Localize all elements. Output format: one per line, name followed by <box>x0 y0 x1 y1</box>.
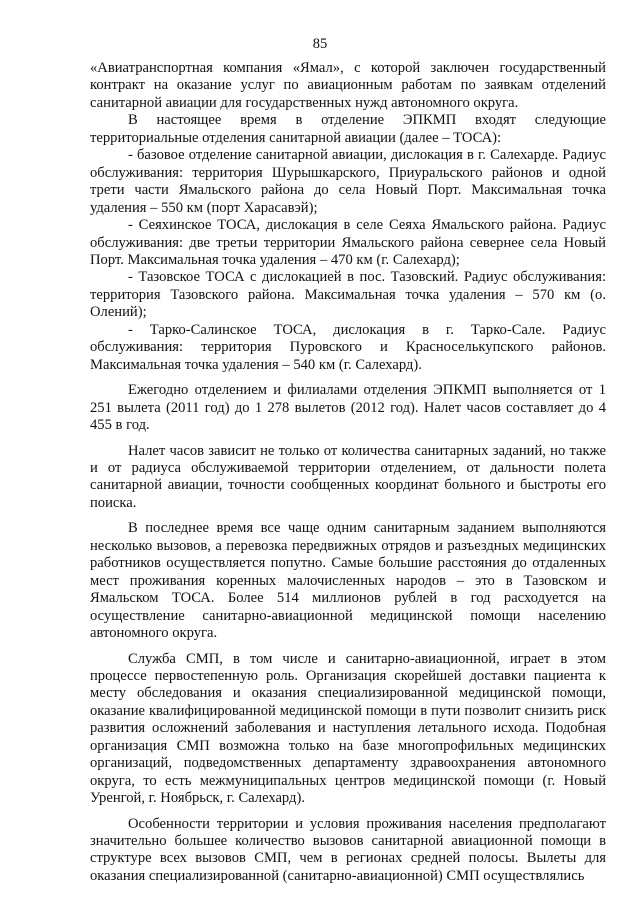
paragraph-flight-hours: Налет часов зависит не только от количества санитарных заданий, но также и от радиуса обслуживаемой территории отделением, от дальности полета санитарной авиации, точности сообщенных координат больного и быстроты его поиска. <box>90 442 606 511</box>
list-item-tazovsky: - Тазовское ТОСА с дислокацией в пос. Тазовский. Радиус обслуживания: территория Тазовского района. Максимальная точка удаления – 570 км (о. Олений); <box>90 269 606 321</box>
paragraph-recent: В последнее время все чаще одним санитарным заданием выполняются несколько вызовов, а перевозка передвижных отрядов и разъездных медицинских работников осуществляется попутно. Самые большие расстояния до отдаленных мест проживания коренных малочисленных народов – это в Тазовском и Ямальском ТОСА. Более 514 миллионов рублей в год расходуется на осуществление санитарно-авиационной медицинской помощи населению автономного округа. <box>90 520 606 642</box>
paragraph-flights: Ежегодно отделением и филиалами отделения ЭПКМП выполняется от 1 251 вылета (2011 год) до 1 278 вылетов (2012 год). Налет часов составляет до 4 455 в год. <box>90 382 606 434</box>
list-item-seyakha: - Сеяхинское ТОСА, дислокация в селе Сеяха Ямальского района. Радиус обслуживания: две третьи территории Ямальского района севернее села Новый Порт. Максимальная точка удаления – 470 км (г. Салехард); <box>90 217 606 268</box>
document-body <box>90 60 606 885</box>
paragraph-territory: Особенности территории и условия проживания населения предполагают значительно большее количество вызовов санитарной авиационной помощи в структуре всех вызовов СМП, чем в регионах средней полосы. Вылеты для оказания специализированной (санитарно-авиационной) СМП осуществлялись <box>90 815 606 884</box>
list-item-tarko-sale: - Тарко-Салинское ТОСА, дислокация в г. Тарко-Сале. Радиус обслуживания: территория Пуровского и Красноселькупского районов. Максимальная точка удаления – 540 км (г. Салехард). <box>90 321 606 373</box>
paragraph-smp-service: Служба СМП, в том числе и санитарно-авиационной, играет в этом процессе первостепенную роль. Организация скорейшей доставки пациента к месту обследования и оказания специализированной медицинской помощи, оказание квалифицированной медицинской помощи в пути позволит снизить риск развития осложнений заболевания и наступления летального исхода. Подобная организация СМП возможна только на базе многопрофильных медицинских организаций, подведомственных департаменту здравоохранения автономного округа, то есть межмуниципальных центров медицинской помощи (г. Новый Уренгой, г. Ноябрьск, г. Салехард). <box>90 650 606 807</box>
list-item-salekhard: - базовое отделение санитарной авиации, дислокация в г. Салехарде. Радиус обслуживания: территория Шурышкарского, Приуральского районов и одной трети части Ямальского района до села Новый Порт. Максимальная точка удаления – 550 км (порт Харасавэй); <box>90 147 606 216</box>
paragraph-tosa-intro: В настоящее время в отделение ЭПКМП входят следующие территориальные отделения санитарной авиации (далее – ТОСА): <box>90 112 606 146</box>
paragraph-contract: «Авиатранспортная компания «Ямал», с которой заключен государственный контракт на оказание услуг по авиационным работам по заявкам отделений санитарной авиации для государственных нужд автономного округа. <box>90 60 606 111</box>
page-number: 85 <box>312 36 328 52</box>
